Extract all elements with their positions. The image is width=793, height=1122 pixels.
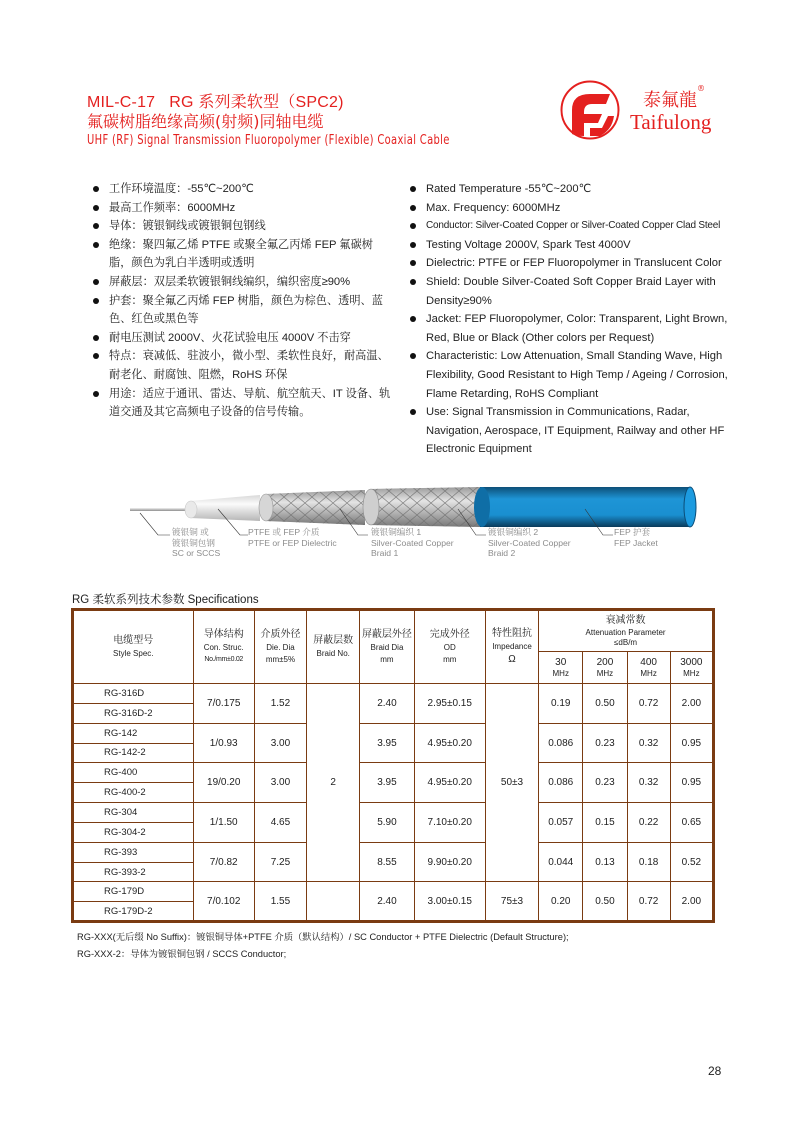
cell-model: RG-304-2 (73, 822, 194, 842)
header-impedance: 特性阻抗 Impedance Ω (485, 610, 538, 684)
cell-braid-no (307, 882, 360, 922)
cell-att-3000: 0.95 (670, 763, 713, 803)
feature-cn-item: 护套：聚全氟乙丙烯 FEP 树脂，颜色为棕色、透明、蓝色、红色或黑色等 (91, 292, 391, 329)
cell-att-400: 0.72 (627, 684, 670, 724)
feature-en-item: Rated Temperature -55℃~200℃ (408, 180, 743, 199)
cable-label-conductor: 镀银铜 或 镀银铜包钢 SC or SCCS (172, 527, 221, 558)
cell-att-3000: 0.95 (670, 723, 713, 763)
feature-en-item: Jacket: FEP Fluoropolymer, Color: Transparent, Light Brown, Red, Blue or Black (Other colors per Request) (408, 310, 743, 347)
feature-cn-item: 用途：适应于通讯、雷达、导航、航空航天、IT 设备、轨道交通及其它高频电子设备的信号传输。 (91, 385, 391, 422)
header-die-dia: 介质外径 Die. Dia mm±5% (254, 610, 306, 684)
cell-att-400: 0.32 (627, 763, 670, 803)
taifulong-logo (560, 80, 730, 140)
cell-model: RG-393 (73, 842, 194, 862)
cable-label-braid-1: 镀银铜编织 1 Silver-Coated Copper Braid 1 (371, 527, 454, 558)
feature-cn-item: 耐电压测试 2000V、火花试验电压 4000V 不击穿 (91, 329, 391, 348)
features-english-list (408, 180, 743, 459)
feature-en-item: Characteristic: Low Attenuation, Small Standing Wave, High Flexibility, Good Resistant to High Temp / Ageing / Corrosion, Flame Retarding, RoHS Compliant (408, 347, 743, 403)
cell-con: 1/1.50 (193, 803, 254, 843)
cell-die: 1.55 (254, 882, 306, 922)
cell-con: 19/0.20 (193, 763, 254, 803)
cell-od: 3.00±0.15 (414, 882, 485, 922)
table-row (73, 882, 714, 902)
cell-att-30: 0.086 (539, 723, 583, 763)
cell-die: 1.52 (254, 684, 306, 724)
cell-att-200: 0.13 (583, 842, 627, 882)
features-chinese-list (91, 180, 391, 422)
cell-impedance: 50±3 (485, 684, 538, 882)
header-freq-400: 400 MHz (627, 652, 670, 684)
feature-cn-item: 绝缘：聚四氟乙烯 PTFE 或聚全氟乙丙烯 FEP 氟碳树脂，颜色为乳白半透明或透明 (91, 236, 391, 273)
cell-con: 1/0.93 (193, 723, 254, 763)
spec-table-title: RG 柔软系列技术参数 Specifications (72, 594, 259, 606)
cell-braid-no: 2 (307, 684, 360, 882)
page-number: 28 (708, 1064, 722, 1078)
conductor (130, 508, 190, 511)
logo-english-name: Taifulong (630, 110, 712, 134)
feature-en-item: Use: Signal Transmission in Communications, Radar, Navigation, Aerospace, IT Equipment, Railway and other HF Electronic Equipment (408, 403, 743, 459)
table-note-1: RG-XXX(无后缀 No Suffix)：镀银铜导体+PTFE 介质（默认结构）/ SC Conductor + PTFE Dielectric (Default Structure); (77, 932, 569, 942)
header-con-struc: 导体结构 Con. Struc. No./mm±0.02 (193, 610, 254, 684)
cell-att-200: 0.23 (583, 763, 627, 803)
cell-att-200: 0.50 (583, 684, 627, 724)
cell-od: 9.90±0.20 (414, 842, 485, 882)
cell-model: RG-316D (73, 684, 194, 704)
table-note-2: RG-XXX-2：导体为镀银铜包钢 / SCCS Conductor; (77, 949, 287, 959)
feature-cn-item: 导体：镀银铜线或镀银铜包钢线 (91, 217, 391, 236)
cell-die: 7.25 (254, 842, 306, 882)
table-row (73, 723, 714, 743)
cell-model: RG-142-2 (73, 743, 194, 763)
spec-table (71, 608, 715, 923)
header-braid-no: 屏蔽层数 Braid No. (307, 610, 360, 684)
feature-en-item: Testing Voltage 2000V, Spark Test 4000V (408, 236, 743, 255)
header-freq-200: 200 MHz (583, 652, 627, 684)
cell-att-400: 0.72 (627, 882, 670, 922)
feature-cn-item: 最高工作频率：6000MHz (91, 199, 391, 218)
cell-att-200: 0.50 (583, 882, 627, 922)
cell-od: 7.10±0.20 (414, 803, 485, 843)
cell-att-3000: 0.52 (670, 842, 713, 882)
cell-impedance: 75±3 (485, 882, 538, 922)
jacket (480, 487, 690, 527)
cell-att-3000: 2.00 (670, 684, 713, 724)
cell-model: RG-400-2 (73, 783, 194, 803)
header-freq-3000: 3000 MHz (670, 652, 713, 684)
header-attenuation: 衰减常数 Attenuation Parameter ≤dB/m (539, 610, 714, 652)
cell-att-3000: 0.65 (670, 803, 713, 843)
cell-con: 7/0.102 (193, 882, 254, 922)
cell-con: 7/0.82 (193, 842, 254, 882)
cell-die: 3.00 (254, 723, 306, 763)
cell-die: 4.65 (254, 803, 306, 843)
cell-braid-dia: 3.95 (360, 723, 414, 763)
cable-label-jacket: FEP 护套 FEP Jacket (614, 527, 658, 548)
cell-att-400: 0.18 (627, 842, 670, 882)
logo-f-emblem-icon (560, 80, 622, 142)
title-series: RG 系列柔软型（SPC2) (169, 94, 344, 111)
table-row (73, 763, 714, 783)
cell-att-30: 0.057 (539, 803, 583, 843)
header-style-spec: 电缆型号 Style Spec. (73, 610, 194, 684)
feature-cn-item: 屏蔽层：双层柔软镀银铜线编织，编织密度≥90% (91, 273, 391, 292)
cell-att-30: 0.19 (539, 684, 583, 724)
feature-en-item: Conductor: Silver-Coated Copper or Silver-Coated Copper Clad Steel (408, 217, 743, 236)
cell-braid-dia: 3.95 (360, 763, 414, 803)
logo-chinese-name: 泰氟龍® (643, 84, 705, 111)
cell-att-400: 0.32 (627, 723, 670, 763)
cell-att-200: 0.15 (583, 803, 627, 843)
cell-model: RG-179D-2 (73, 902, 194, 922)
header-freq-30: 30 MHz (539, 652, 583, 684)
cell-att-200: 0.23 (583, 723, 627, 763)
table-row (73, 803, 714, 823)
cell-model: RG-179D (73, 882, 194, 902)
leader-line (140, 513, 170, 535)
feature-en-item: Max. Frequency: 6000MHz (408, 199, 743, 218)
cell-model: RG-393-2 (73, 862, 194, 882)
cell-att-30: 0.20 (539, 882, 583, 922)
cell-model: RG-304 (73, 803, 194, 823)
cell-att-30: 0.044 (539, 842, 583, 882)
feature-en-item: Shield: Double Silver-Coated Soft Copper Braid Layer with Density≥90% (408, 273, 743, 310)
cell-att-400: 0.22 (627, 803, 670, 843)
cell-braid-dia: 8.55 (360, 842, 414, 882)
title-standard: MIL-C-17 (87, 94, 156, 111)
header-od: 完成外径 OD mm (414, 610, 485, 684)
cell-od: 4.95±0.20 (414, 763, 485, 803)
cell-att-3000: 2.00 (670, 882, 713, 922)
table-row (73, 684, 714, 704)
title-line-2: 氟碳树脂绝缘高频(射频)同轴电缆 (87, 112, 324, 131)
title-line-3: UHF (RF) Signal Transmission Fluoropolymer (Flexible) Coaxial Cable (87, 132, 450, 148)
feature-en-item: Dielectric: PTFE or FEP Fluoropolymer in Translucent Color (408, 254, 743, 273)
cable-label-dielectric: PTFE 或 FEP 介质 PTFE or FEP Dielectric (248, 527, 337, 548)
cell-att-30: 0.086 (539, 763, 583, 803)
cell-model: RG-142 (73, 723, 194, 743)
feature-cn-item: 特点：衰减低、驻波小，微小型、柔软性良好，耐高温、耐老化、耐腐蚀、阻燃，RoHS 环保 (91, 347, 391, 384)
cell-braid-dia: 5.90 (360, 803, 414, 843)
cell-od: 2.95±0.15 (414, 684, 485, 724)
feature-cn-item: 工作环境温度：-55℃~200℃ (91, 180, 391, 199)
cell-braid-dia: 2.40 (360, 882, 414, 922)
cell-model: RG-400 (73, 763, 194, 783)
cell-die: 3.00 (254, 763, 306, 803)
cell-braid-dia: 2.40 (360, 684, 414, 724)
cell-od: 4.95±0.20 (414, 723, 485, 763)
cell-model: RG-316D-2 (73, 703, 194, 723)
header-braid-dia: 屏蔽层外径 Braid Dia mm (360, 610, 414, 684)
cell-con: 7/0.175 (193, 684, 254, 724)
table-row (73, 842, 714, 862)
cable-label-braid-2: 镀银铜编织 2 Silver-Coated Copper Braid 2 (488, 527, 571, 558)
